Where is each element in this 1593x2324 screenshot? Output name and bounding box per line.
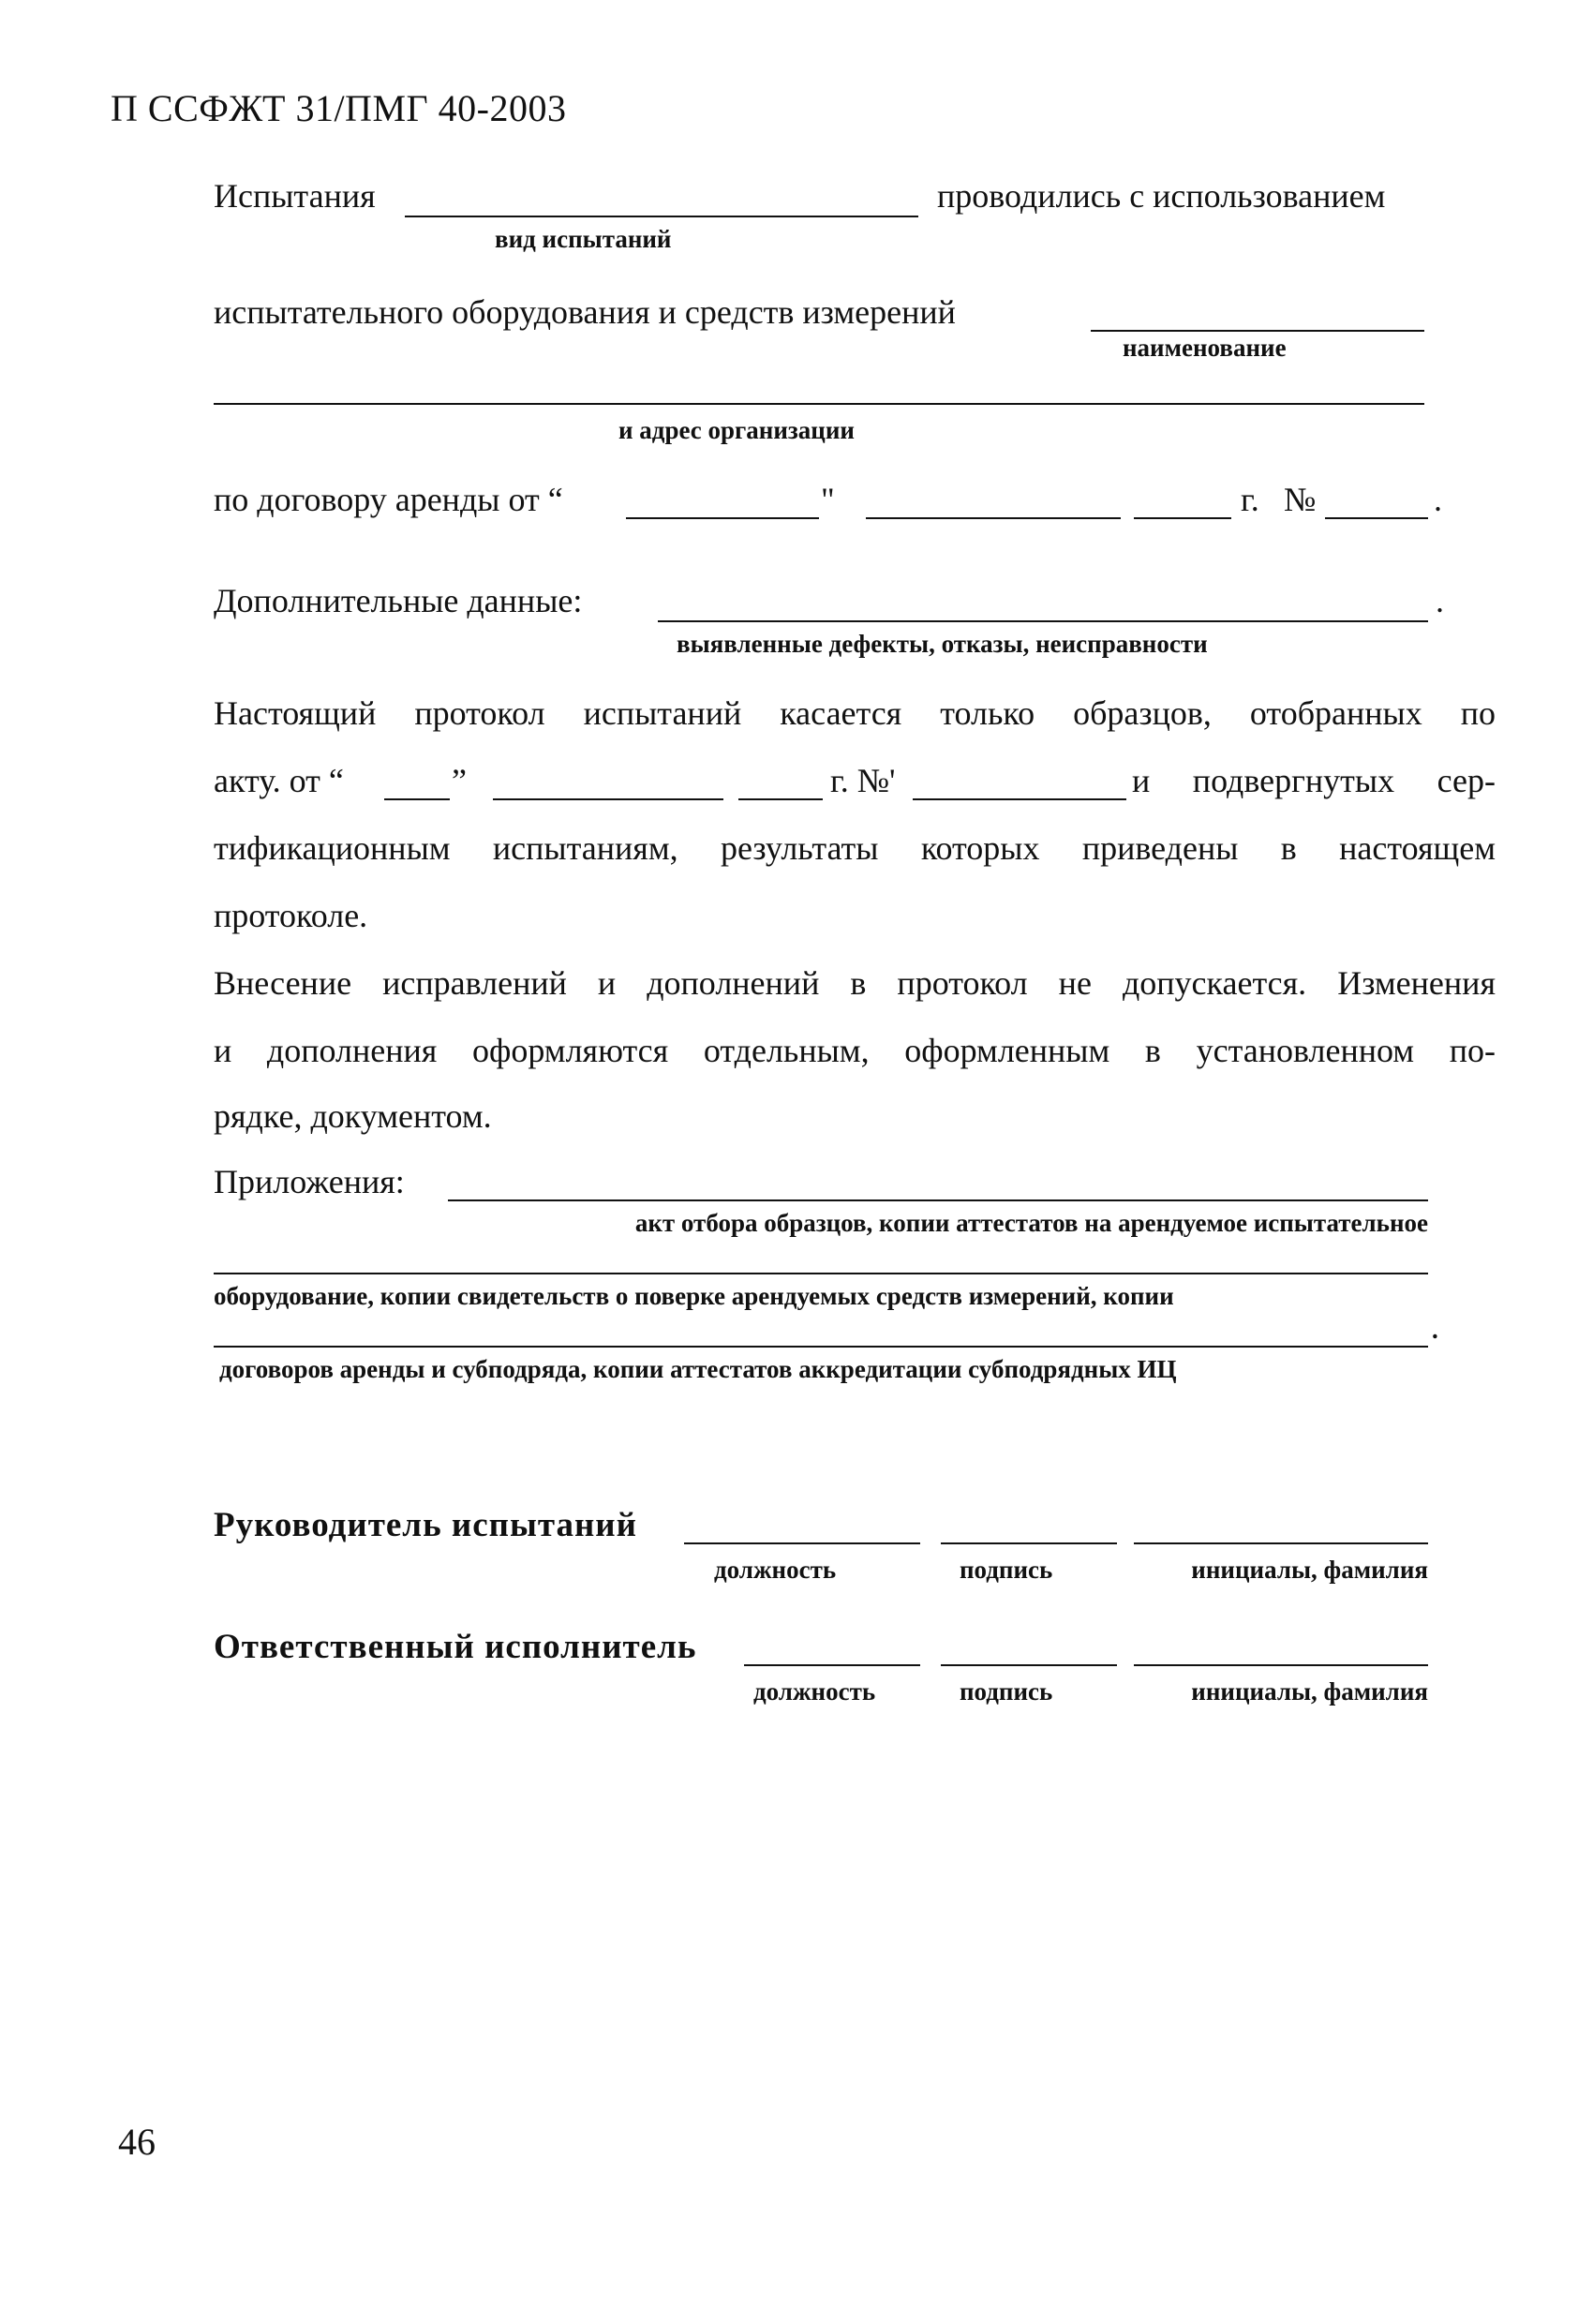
- lease-year-field[interactable]: [1134, 517, 1231, 519]
- act-day-field[interactable]: [384, 798, 450, 800]
- head-name-caption: инициалы, фамилия: [1191, 1556, 1428, 1584]
- lease-number-label: №: [1284, 481, 1317, 518]
- executor-position-caption: должность: [753, 1677, 876, 1706]
- act-number-field[interactable]: [913, 798, 1126, 800]
- test-type-field[interactable]: [405, 216, 918, 217]
- attachments-caption-3: договоров аренды и субподряда, копии аттестатов аккредитации субподрядных ИЦ: [219, 1355, 1177, 1383]
- act-month-field[interactable]: [493, 798, 723, 800]
- act-from-label: акту. от “: [214, 762, 344, 799]
- lease-number-field[interactable]: [1325, 517, 1428, 519]
- head-name-field[interactable]: [1134, 1542, 1428, 1544]
- document-code: П ССФЖТ 31/ПМГ 40-2003: [111, 87, 567, 129]
- test-type-caption: вид испытаний: [495, 225, 672, 253]
- address-caption: и адрес организации: [618, 416, 855, 444]
- responsible-executor-label: Ответственный исполнитель: [214, 1628, 697, 1666]
- act-year-field[interactable]: [738, 798, 823, 800]
- defects-caption: выявленные дефекты, отказы, неисправности: [677, 630, 1208, 658]
- lease-year-label: г.: [1241, 481, 1259, 518]
- executor-signature-caption: подпись: [960, 1677, 1053, 1706]
- executor-name-caption: инициалы, фамилия: [1191, 1677, 1428, 1706]
- executor-signature-field[interactable]: [941, 1664, 1117, 1666]
- lease-contract-text: по договору аренды от “: [214, 481, 563, 518]
- page-number: 46: [118, 2121, 156, 2163]
- additional-data-dot: .: [1436, 582, 1444, 619]
- lease-dot: .: [1434, 481, 1442, 518]
- equipment-text: испытательного оборудования и средств измерений: [214, 293, 956, 331]
- lease-day-field[interactable]: [626, 517, 819, 519]
- attachments-caption-2: оборудование, копии свидетельств о поверке арендуемых средств измерений, копии: [214, 1282, 1174, 1310]
- paragraph-2-line-1: Внесение исправлений и дополнений в протокол не допускается. Изменения: [214, 964, 1496, 1002]
- head-signature-caption: подпись: [960, 1556, 1053, 1584]
- act-quote-close: ”: [452, 762, 467, 799]
- paragraph-2-line-3: рядке, документом.: [214, 1097, 492, 1135]
- attachments-dot: .: [1432, 1316, 1438, 1344]
- paragraph-1-line-1: Настоящий протокол испытаний касается только образцов, отобранных по: [214, 694, 1496, 732]
- lease-month-field[interactable]: [866, 517, 1121, 519]
- attachments-caption-1: акт отбора образцов, копии аттестатов на арендуемое испытательное: [634, 1209, 1428, 1237]
- attachments-field-1[interactable]: [448, 1199, 1428, 1201]
- head-position-caption: должность: [714, 1556, 837, 1584]
- subjected-text: и подвергнутых сер-: [1132, 762, 1496, 799]
- organization-name-field[interactable]: [1091, 330, 1424, 332]
- head-position-field[interactable]: [684, 1542, 920, 1544]
- attachments-label: Приложения:: [214, 1163, 405, 1200]
- tests-label: Испытания: [214, 177, 376, 215]
- head-signature-field[interactable]: [941, 1542, 1117, 1544]
- additional-data-field[interactable]: [658, 620, 1428, 622]
- head-of-tests-label: Руководитель испытаний: [214, 1506, 637, 1544]
- name-caption: наименование: [1123, 334, 1287, 362]
- executor-position-field[interactable]: [744, 1664, 920, 1666]
- additional-data-label: Дополнительные данные:: [214, 582, 583, 619]
- attachments-field-3[interactable]: [214, 1346, 1428, 1348]
- paragraph-2-line-2: и дополнения оформляются отдельным, оформленным в установленном по-: [214, 1032, 1496, 1069]
- attachments-field-2[interactable]: [214, 1273, 1428, 1274]
- executor-name-field[interactable]: [1134, 1664, 1428, 1666]
- organization-address-field[interactable]: [214, 403, 1424, 405]
- conducted-using-text: проводились с использованием: [937, 177, 1386, 215]
- paragraph-1-line-4: протоколе.: [214, 897, 368, 934]
- paragraph-1-line-3: тификационным испытаниям, результаты которых приведены в настоящем: [214, 829, 1496, 867]
- act-year-number-label: г. №': [830, 762, 896, 799]
- lease-quote-close: ": [821, 481, 835, 518]
